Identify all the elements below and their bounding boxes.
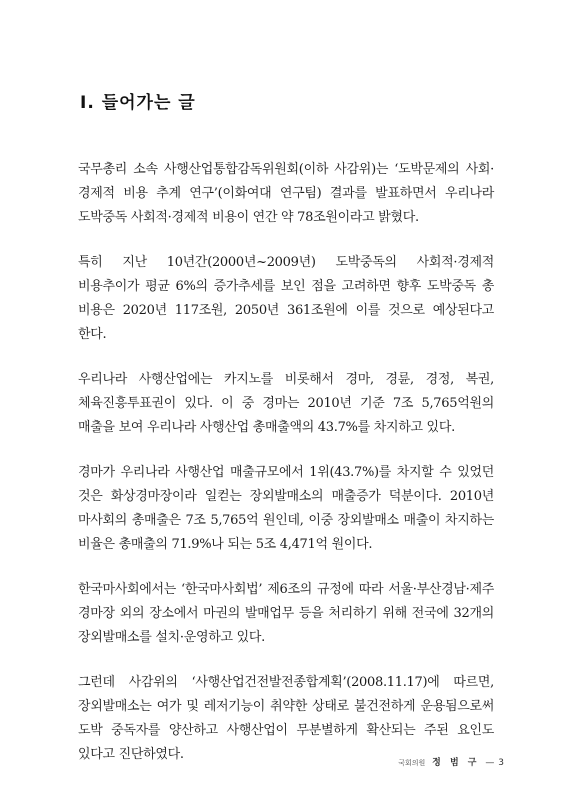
- body-text: [78, 158, 494, 788]
- section-heading: Ⅰ. 들어가는 글: [80, 93, 196, 113]
- footer-org: 국회의원: [398, 759, 426, 767]
- paragraph-5: 한국마사회에서는 ‘한국마사회법’ 제6조의 규정에 따라 서울·부산경남·제주 경마장 외의 장소에서 마권의 발매업무 등을 처리하기 위해 전국에 32개의 장외발매소를 설치·운영하고 있다.: [78, 582, 494, 645]
- paragraph-1: 국무총리 소속 사행산업통합감독위원회(이하 사감위)는 ‘도박문제의 사회·경제적 비용 추계 연구’(이화여대 연구팀) 결과를 발표하면서 우리나라 도박중독 사회적·경제적 비용이 연간 약 78조원이라고 밝혔다.: [78, 162, 494, 225]
- paragraph-2: 특히 지난 10년간(2000년~2009년) 도박중독의 사회적·경제적 비용추이가 평균 6%의 증가추세를 보인 점을 고려하면 향후 도박중독 총 비용은 2020년 117조원, 2050년 361조원에 이를 것으로 예상된다고 한다.: [78, 255, 494, 342]
- page-footer: [398, 755, 504, 768]
- page-number: 3: [498, 758, 504, 768]
- footer-separator: —: [485, 758, 495, 768]
- paragraph-3: 우리나라 사행산업에는 카지노를 비롯해서 경마, 경륜, 경정, 복권, 체육진흥투표권이 있다. 이 중 경마는 2010년 기준 7조 5,765억원의 매출을 보여 우리나라 사행산업 총매출액의 43.7%를 차지하고 있다.: [78, 372, 494, 435]
- footer-author-name: 정 범 구: [432, 758, 480, 768]
- paragraph-4: 경마가 우리나라 사행산업 매출규모에서 1위(43.7%)를 차지할 수 있었던 것은 화상경마장이라 일컫는 장외발매소의 매출증가 덕분이다. 2010년 마사회의 총매출은 7조 5,765억 원인데, 이중 장외발매소 매출이 차지하는 비율은 총매출의 71.9%나 되는 5조 4,471억 원이다.: [78, 465, 494, 552]
- paragraph-6: 그런데 사감위의 ‘사행산업건전발전종합계획’(2008.11.17)에 따르면, 장외발매소는 여가 및 레저기능이 취약한 상태로 불건전하게 운용됨으로써 도박 중독자를 양산하고 사행산업이 무분별하게 확산되는 주된 요인도 있다고 진단하였다.: [78, 675, 494, 762]
